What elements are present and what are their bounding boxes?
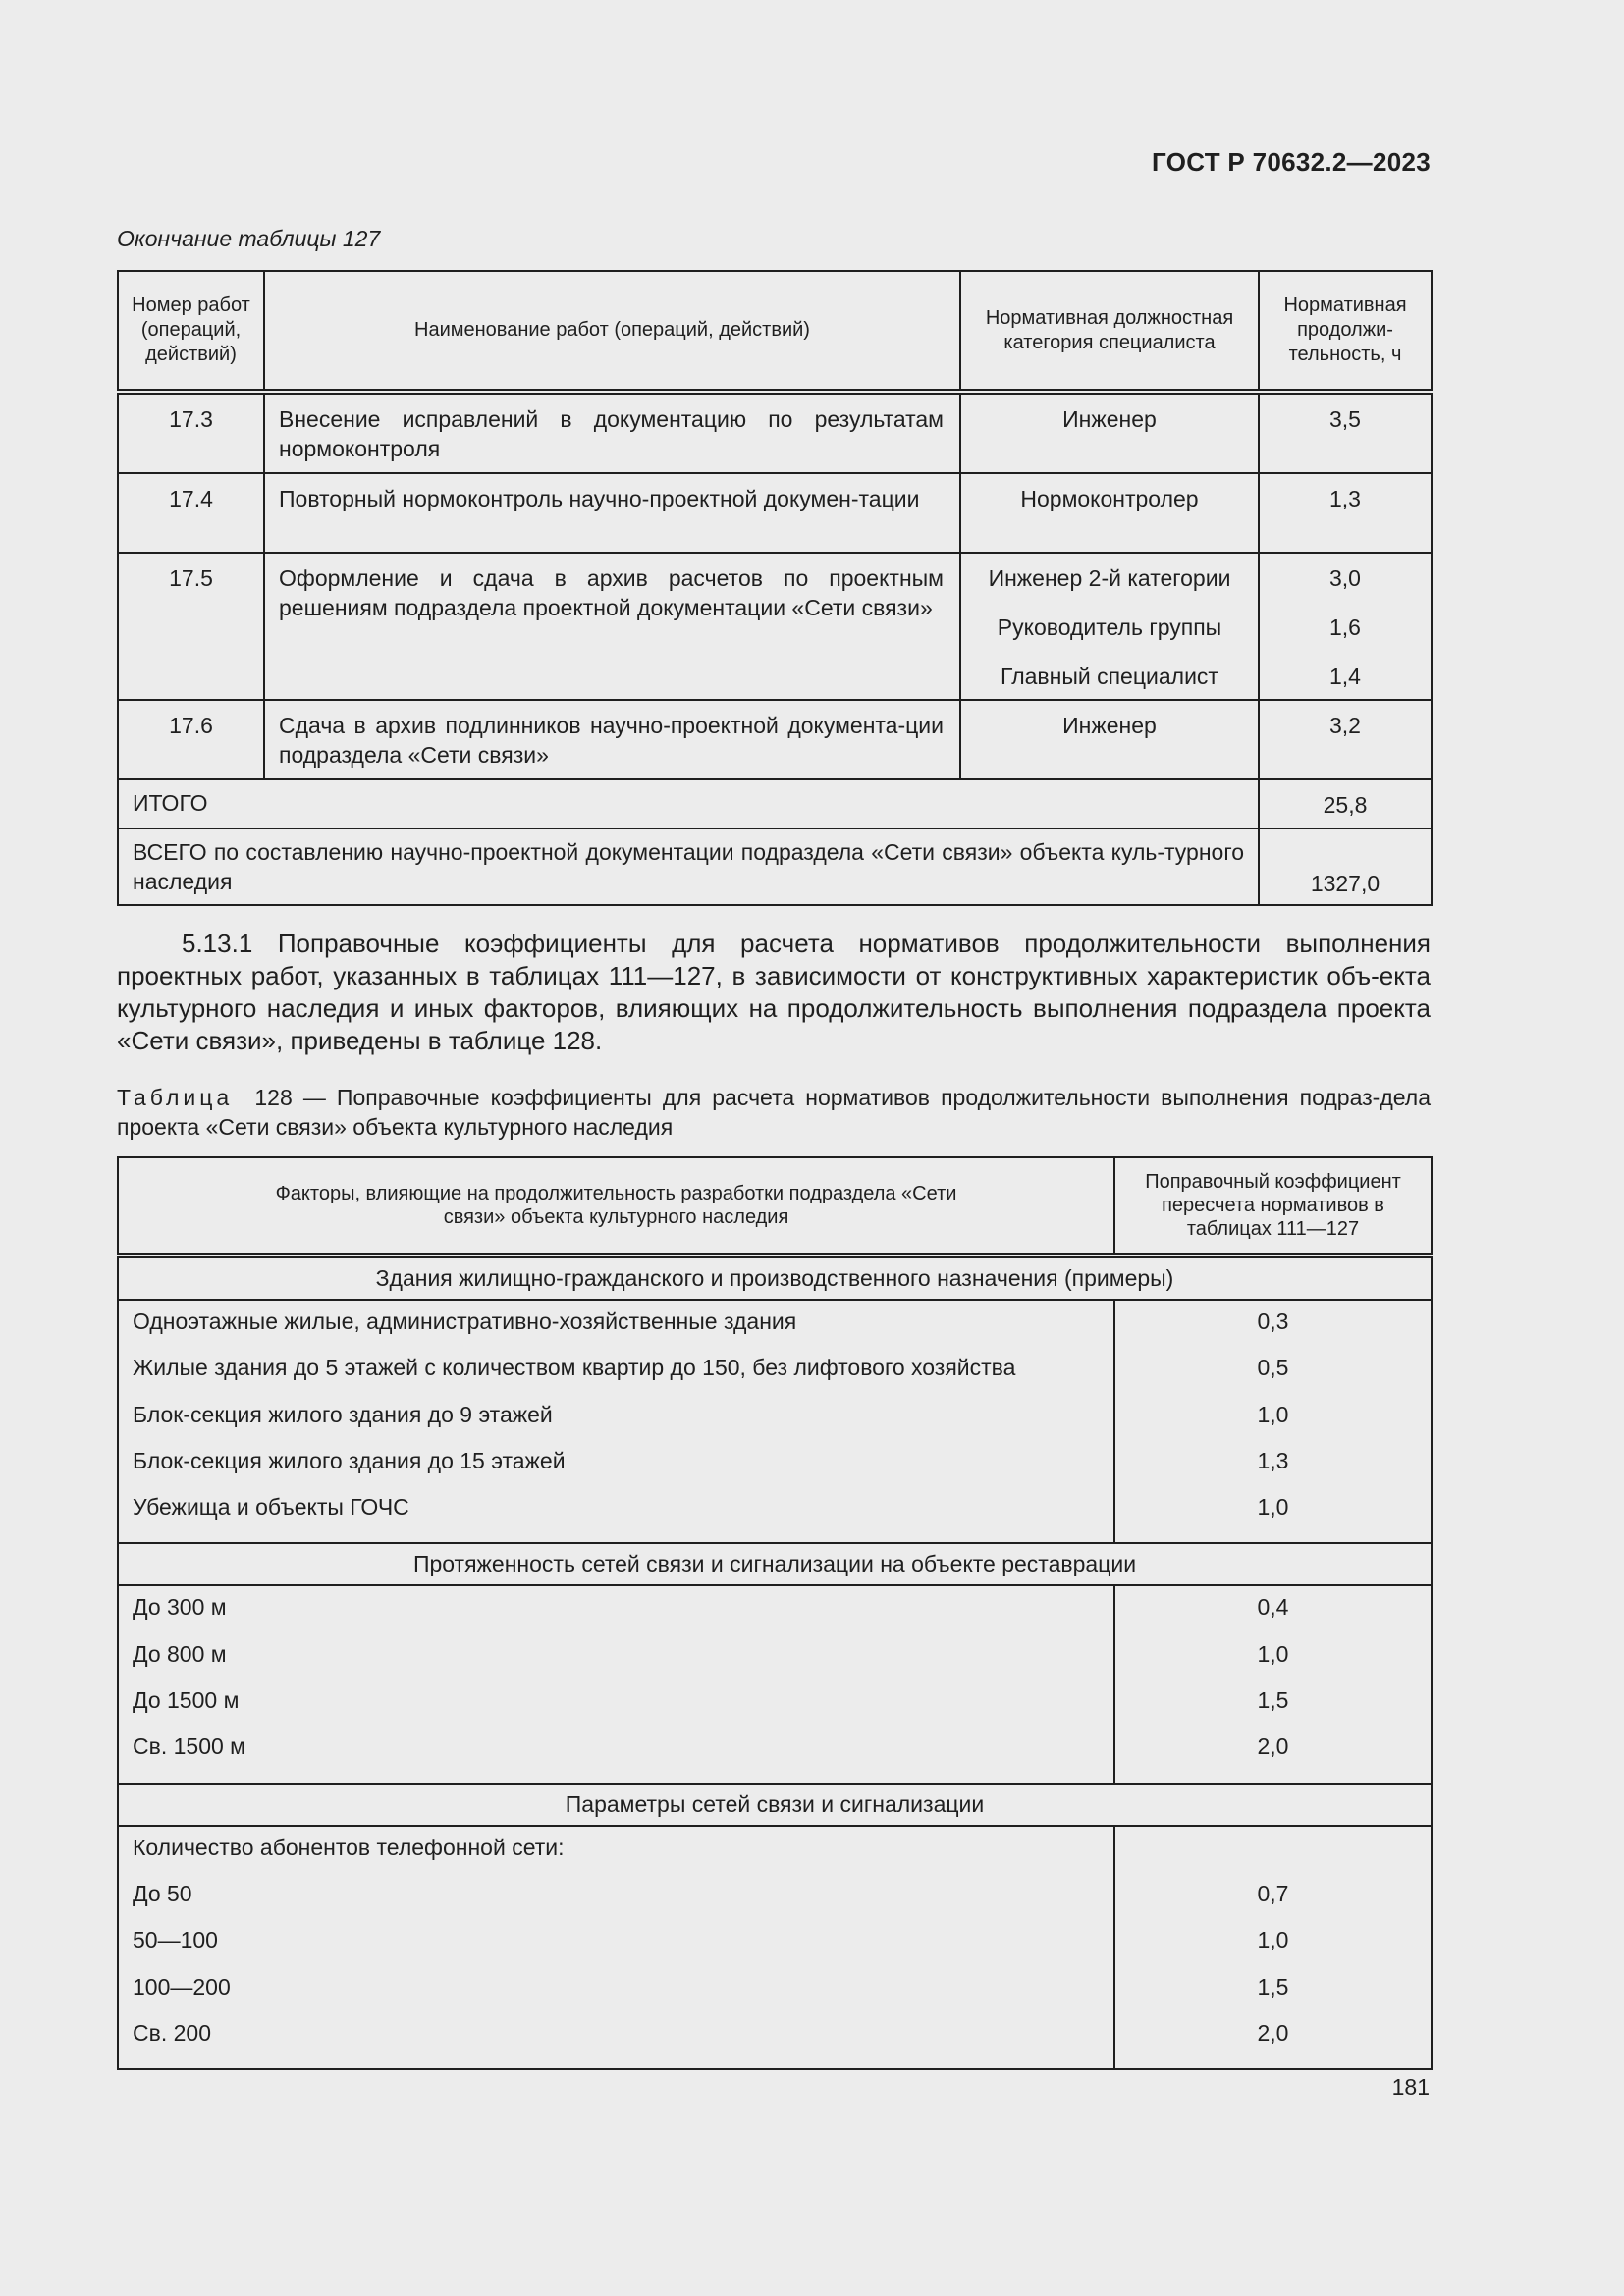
coefficient-value: 0,7 <box>1257 1880 1289 1906</box>
factor-list <box>118 1585 1114 1783</box>
table-word: Таблица <box>117 1085 234 1110</box>
factor-label: 50—100 <box>133 1927 218 1953</box>
table-128-caption <box>117 1083 1431 1142</box>
total-value: 25,8 <box>1259 779 1432 828</box>
section-title: Параметры сетей связи и сигнализации <box>118 1784 1432 1826</box>
table-127-continuation-caption: Окончание таблицы 127 <box>117 226 381 251</box>
factor-label: Св. 1500 м <box>133 1734 245 1760</box>
table-128-title: 128 — Поправочные коэффициенты для расчета нормативов продолжительности выполнения подраз-дела проекта «Сети связи» объекта культурного наследия <box>117 1085 1431 1140</box>
table-row <box>118 392 1432 473</box>
factor-list <box>118 1826 1114 2069</box>
column-header: Нормативная продолжи-тельность, ч <box>1259 271 1432 392</box>
coefficient-value: 0,4 <box>1257 1594 1289 1621</box>
column-header: Факторы, влияющие на продолжительность разработки подраздела «Сети связи» объекта культурного наследия <box>118 1157 1114 1255</box>
table-row <box>118 473 1432 553</box>
duration-list <box>1259 553 1432 700</box>
factor-label: Св. 200 <box>133 2019 211 2046</box>
coefficient-value: 0,3 <box>1257 1308 1289 1334</box>
section-row <box>118 1543 1432 1585</box>
table-row <box>118 553 1432 700</box>
coefficient-value: 1,0 <box>1257 1401 1289 1427</box>
work-number: 17.5 <box>118 553 264 700</box>
duration: 1,3 <box>1259 473 1432 553</box>
specialist-category: Инженер 2-й категории <box>988 565 1231 591</box>
factor-label: Одноэтажные жилые, административно-хозяйственные здания <box>133 1308 797 1334</box>
factor-label: Убежища и объекты ГОЧС <box>133 1494 409 1521</box>
factor-label: Блок-секция жилого здания до 15 этажей <box>133 1447 566 1473</box>
duration: 3,5 <box>1259 392 1432 473</box>
specialist-category: Главный специалист <box>1001 664 1218 689</box>
grand-total-row <box>118 828 1432 905</box>
specialist-category: Руководитель группы <box>997 614 1222 640</box>
work-name: Внесение исправлений в документацию по результатам нормоконтроля <box>264 392 960 473</box>
factor-label: До 50 <box>133 1880 192 1906</box>
factor-label: Количество абонентов телефонной сети: <box>133 1834 565 1860</box>
coefficient-value: 1,0 <box>1257 1494 1289 1521</box>
work-number: 17.3 <box>118 392 264 473</box>
column-header: Нормативная должностная категория специалиста <box>960 271 1259 392</box>
duration: 3,2 <box>1259 700 1432 779</box>
section-title: Здания жилищно-гражданского и производственного назначения (примеры) <box>118 1255 1432 1300</box>
duration: 1,4 <box>1329 664 1361 689</box>
document-number: ГОСТ Р 70632.2—2023 <box>1152 147 1431 177</box>
table-row <box>118 700 1432 779</box>
section-items-row <box>118 1585 1432 1783</box>
coefficient-value <box>1115 1833 1431 1879</box>
table-header-row <box>118 271 1432 392</box>
grand-total-label: ВСЕГО по составлению научно-проектной документации подраздела «Сети связи» объекта куль-турного наследия <box>118 828 1259 905</box>
work-name: Сдача в архив подлинников научно-проектной документа-ции подраздела «Сети связи» <box>264 700 960 779</box>
total-label: ИТОГО <box>118 779 1259 828</box>
factor-list <box>118 1300 1114 1543</box>
section-row <box>118 1784 1432 1826</box>
work-number: 17.4 <box>118 473 264 553</box>
column-header: Поправочный коэффициент пересчета нормативов в таблицах 111—127 <box>1114 1157 1432 1255</box>
specialist-category: Инженер <box>960 700 1259 779</box>
section-items-row <box>118 1826 1432 2069</box>
specialist-category: Нормоконтролер <box>960 473 1259 553</box>
specialist-category: Инженер <box>960 392 1259 473</box>
factor-label: До 800 м <box>133 1640 227 1667</box>
factor-label: До 1500 м <box>133 1687 240 1714</box>
coefficient-value: 1,0 <box>1257 1640 1289 1667</box>
coefficient-value: 0,5 <box>1257 1355 1289 1381</box>
page-number: 181 <box>1391 2074 1430 2100</box>
coefficient-value: 1,5 <box>1257 1687 1289 1714</box>
column-header: Номер работ (операций, действий) <box>118 271 264 392</box>
paragraph-text: 5.13.1 Поправочные коэффициенты для расчета нормативов продолжительности выполнения проектных работ, указанных в таблицах 111—127, в зависимости от конструктивных характеристик объ-екта культурного наследия и иных факторов, влияющих на продолжительность выполнения подраздела проекта «Сети связи», приведены в таблице 128. <box>117 929 1431 1055</box>
section-row <box>118 1255 1432 1300</box>
factor-label: До 300 м <box>133 1594 227 1621</box>
coefficient-value: 2,0 <box>1257 2019 1289 2046</box>
duration: 1,6 <box>1329 614 1361 640</box>
coefficient-list <box>1114 1826 1432 2069</box>
duration: 3,0 <box>1329 565 1361 591</box>
table-header-row <box>118 1157 1432 1255</box>
grand-total-value: 1327,0 <box>1259 828 1432 905</box>
factor-label: Блок-секция жилого здания до 9 этажей <box>133 1401 553 1427</box>
factor-label: 100—200 <box>133 1973 231 2000</box>
column-header: Наименование работ (операций, действий) <box>264 271 960 392</box>
table-127 <box>117 270 1433 906</box>
paragraph-5-13-1 <box>117 928 1431 1057</box>
specialist-category-list <box>960 553 1259 700</box>
coefficient-list <box>1114 1585 1432 1783</box>
work-number: 17.6 <box>118 700 264 779</box>
total-row <box>118 779 1432 828</box>
factor-label: Жилые здания до 5 этажей с количеством квартир до 150, без лифтового хозяйства <box>133 1355 1016 1381</box>
table-128 <box>117 1156 1433 2070</box>
coefficient-value: 1,3 <box>1257 1447 1289 1473</box>
work-name: Оформление и сдача в архив расчетов по проектным решениям подраздела проектной документации «Сети связи» <box>264 553 960 700</box>
coefficient-value: 1,5 <box>1257 1973 1289 2000</box>
section-items-row <box>118 1300 1432 1543</box>
coefficient-value: 1,0 <box>1257 1927 1289 1953</box>
section-title: Протяженность сетей связи и сигнализации на объекте реставрации <box>118 1543 1432 1585</box>
coefficient-value: 2,0 <box>1257 1734 1289 1760</box>
work-name: Повторный нормоконтроль научно-проектной докумен-тации <box>264 473 960 553</box>
coefficient-list <box>1114 1300 1432 1543</box>
